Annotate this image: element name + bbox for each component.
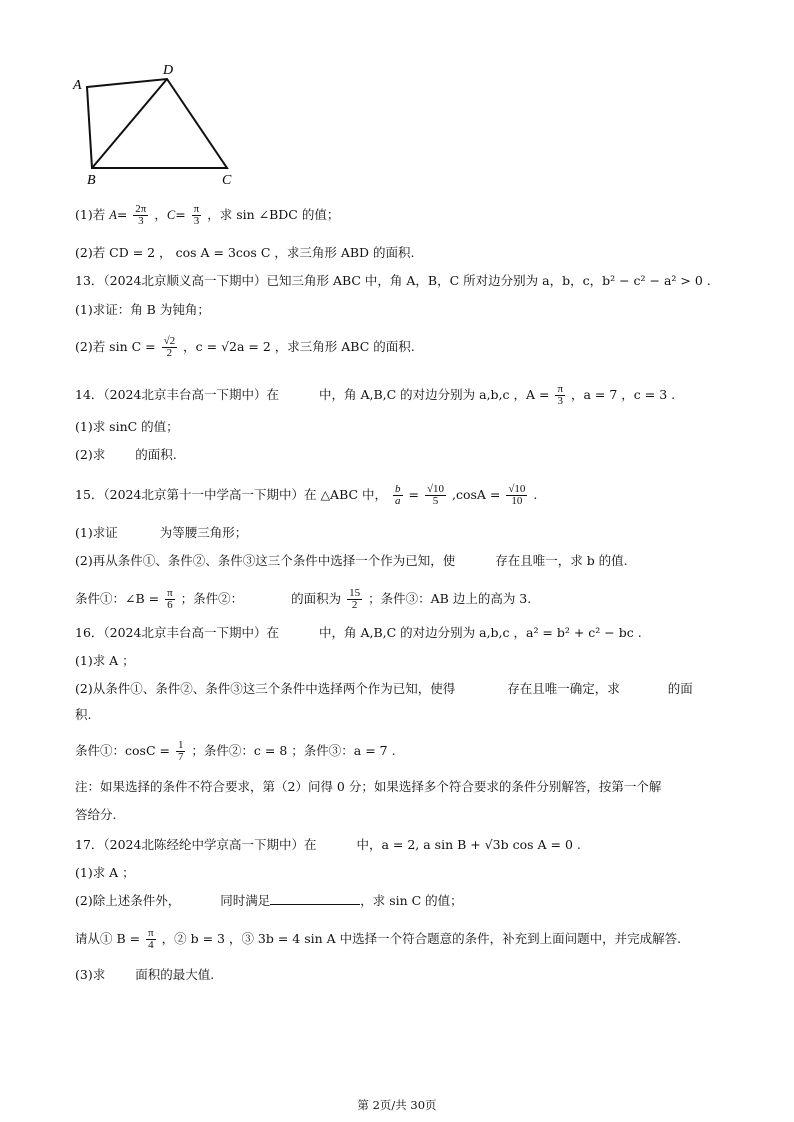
q17-part2: (2)除上述条件外， 同时满足 ，求 sin C 的值；	[75, 893, 463, 908]
q17-options: 请从① B = $\frac{\pi}{4}$ ，② b = 3 ，③ 3b = 4 sin A 中选择一个符合题意的条件，补充到上面问题中，并完成解答.	[75, 927, 682, 951]
q17-part1: (1)求 A ；	[75, 865, 135, 880]
page-footer: 第 2页/共 30页	[357, 1098, 437, 1112]
q15-part1: (1)求证 为等腰三角形；	[75, 525, 248, 540]
q15-part2: (2)再从条件①、条件②、条件③这三个条件中选择一个作为已知，使 存在且唯一，求 b 的值.	[75, 553, 628, 568]
q16-conditions: 条件①：cosC = $\frac{1}{7}$ ；条件②：c = 8 ；条件③：a = 7 .	[75, 739, 396, 763]
q12-part1: (1)若 A= $\frac{2\pi}{3}$ ，C= $\frac{\pi}{3}$ ，求 sin ∠BDC 的值；	[75, 203, 340, 227]
q17-stem: 17．（2024北陈经纶中学京高一下期中）在 中，a = 2, a sin B + √3b cos A = 0 .	[75, 837, 581, 852]
q15-conditions: 条件①：∠B = $\frac{\pi}{6}$ ；条件②： 的面积为 $\frac{15}{2}$ ；条件③：AB 边上的高为 3.	[75, 587, 532, 611]
q16-part2-cont: 积.	[75, 707, 92, 722]
diagonal-bd	[92, 79, 167, 168]
q13-stem: 13．（2024北京顺义高一下期中）已知三角形 ABC 中，角 A，B，C 所对边分别为 a，b，c，b² − c² − a² > 0 .	[75, 273, 711, 288]
q13-part2: (2)若 sin C = $\frac{√2}{2}$ ，c = √2a = 2 ，求三角形 ABC 的面积.	[75, 335, 415, 359]
answer-blank[interactable]	[270, 892, 360, 905]
q15-stem: 15．（2024北京第十一中学高一下期中）在 △ABC 中， $\frac{b}{a}$ = $\frac{√10}{5}$ ,cosA = $\frac{√10}{10}$ .	[75, 483, 538, 507]
q14-stem: 14．（2024北京丰台高一下期中）在 中，角 A,B,C 的对边分别为 a,b,c ，A = $\frac{\pi}{3}$ ，a = 7 ，c = 3 .	[75, 383, 676, 407]
q16-note-line2: 答给分.	[75, 807, 117, 822]
vertex-label-a: A	[73, 78, 82, 93]
vertex-label-b: B	[87, 173, 96, 188]
q16-stem: 16．（2024北京丰台高一下期中）在 中，角 A,B,C 的对边分别为 a,b,c ，a² = b² + c² − bc .	[75, 625, 642, 640]
quadrilateral-diagram	[70, 60, 250, 190]
q13-part1: (1)求证：角 B 为钝角；	[75, 302, 210, 317]
q16-part2: (2)从条件①、条件②、条件③这三个条件中选择两个作为已知，使得 存在且唯一确定，求 的面	[75, 681, 693, 696]
q14-part2: (2)求 的面积.	[75, 447, 177, 462]
q16-note-line1: 注：如果选择的条件不符合要求，第（2）问得 0 分；如果选择多个符合要求的条件分别解答，按第一个解	[75, 779, 662, 794]
q17-part3: (3)求 面积的最大值.	[75, 967, 215, 982]
q12-part2: (2)若 CD = 2 ， cos A = 3cos C ，求三角形 ABD 的面积.	[75, 245, 415, 260]
vertex-label-c: C	[222, 173, 232, 188]
q16-part1: (1)求 A ；	[75, 653, 135, 668]
vertex-label-d: D	[163, 63, 174, 78]
q14-part1: (1)求 sinC 的值；	[75, 419, 179, 434]
